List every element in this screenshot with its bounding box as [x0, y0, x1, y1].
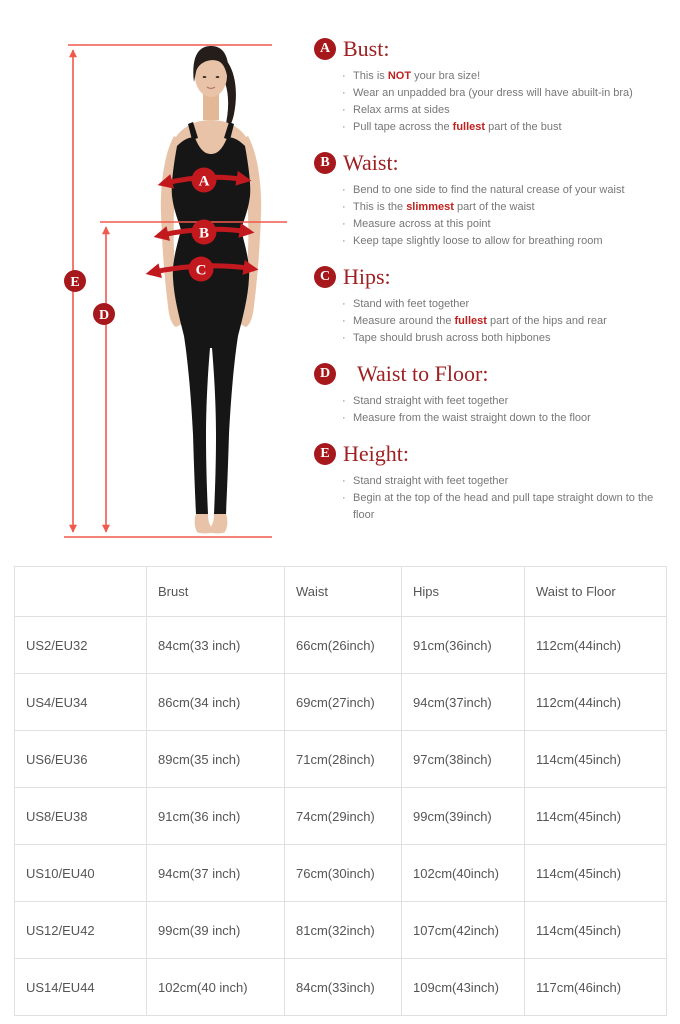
hips-cell: 97cm(38inch) — [402, 731, 525, 788]
size-label: US8/EU38 — [15, 788, 147, 845]
bullet-dot: · — [342, 121, 346, 133]
waist-to-floor-cell: 112cm(44inch) — [525, 617, 667, 674]
section-hips-heading — [314, 264, 676, 290]
letter-badge-icon: C — [314, 266, 336, 288]
size-chart-table — [14, 566, 667, 1016]
section-height — [314, 441, 676, 524]
waist-to-floor-column-header: Waist to Floor — [525, 567, 667, 617]
section-title: Hips: — [343, 264, 391, 289]
size-label: US6/EU36 — [15, 731, 147, 788]
hips-badge-letter: C — [195, 262, 207, 279]
size-column-header — [15, 567, 147, 617]
bust-cell: 94cm(37 inch) — [147, 845, 285, 902]
waist-to-floor-cell: 112cm(44inch) — [525, 674, 667, 731]
table-row — [15, 788, 667, 845]
bust-column-header: Brust — [147, 567, 285, 617]
letter-badge-icon: B — [314, 152, 336, 174]
size-label: US4/EU34 — [15, 674, 147, 731]
waist-cell: 76cm(30inch) — [285, 845, 402, 902]
bullet-dot: · — [342, 70, 346, 82]
section-waist-to-floor-bullets — [342, 393, 676, 427]
instruction-bullet: · Begin at the top of the head and pull tape straight down to the floor — [342, 492, 654, 521]
table-row — [15, 845, 667, 902]
table-row — [15, 902, 667, 959]
bullet-dot: · — [342, 475, 346, 487]
section-bust-heading — [314, 36, 676, 62]
instruction-bullet: · Bend to one side to find the natural crease of your waist — [342, 182, 676, 199]
section-title: Height: — [343, 441, 409, 466]
hips-cell: 99cm(39inch) — [402, 788, 525, 845]
size-label: US2/EU32 — [15, 617, 147, 674]
waist-to-floor-badge-letter: D — [98, 308, 110, 323]
section-bust — [314, 36, 676, 136]
hips-cell: 107cm(42inch) — [402, 902, 525, 959]
waist-column-header: Waist — [285, 567, 402, 617]
waist-cell: 84cm(33inch) — [285, 959, 402, 1016]
size-label: US14/EU44 — [15, 959, 147, 1016]
instruction-bullet: · Stand with feet together — [342, 296, 676, 313]
measurement-instructions — [314, 36, 676, 538]
waist-to-floor-cell: 117cm(46inch) — [525, 959, 667, 1016]
waist-cell: 71cm(28inch) — [285, 731, 402, 788]
instruction-bullet: · Tape should brush across both hipbones — [342, 330, 676, 347]
instruction-bullet: · This is NOT your bra size! — [342, 68, 676, 85]
instruction-bullet: · Keep tape slightly loose to allow for breathing room — [342, 233, 676, 250]
waist-to-floor-cell: 114cm(45inch) — [525, 902, 667, 959]
bust-cell: 102cm(40 inch) — [147, 959, 285, 1016]
section-title: Bust: — [343, 36, 390, 61]
section-waist — [314, 150, 676, 250]
bust-cell: 86cm(34 inch) — [147, 674, 285, 731]
bullet-dot: · — [342, 218, 346, 230]
instruction-bullet: · Measure around the fullest part of the hips and rear — [342, 313, 676, 330]
bullet-dot: · — [342, 492, 346, 504]
letter-badge-icon: A — [314, 38, 336, 60]
bullet-dot: · — [342, 395, 346, 407]
table-row — [15, 731, 667, 788]
letter-badge-icon: E — [314, 443, 336, 465]
section-height-bullets — [342, 473, 676, 524]
section-title: Waist to Floor: — [357, 361, 489, 386]
hips-cell: 109cm(43inch) — [402, 959, 525, 1016]
waist-to-floor-cell: 114cm(45inch) — [525, 845, 667, 902]
waist-cell: 66cm(26inch) — [285, 617, 402, 674]
waist-cell: 74cm(29inch) — [285, 788, 402, 845]
section-waist-to-floor-heading — [314, 361, 676, 387]
waist-to-floor-cell: 114cm(45inch) — [525, 731, 667, 788]
instruction-bullet: · Wear an unpadded bra (your dress will have abuilt-in bra) — [342, 85, 676, 102]
bust-cell: 84cm(33 inch) — [147, 617, 285, 674]
bullet-dot: · — [342, 235, 346, 247]
section-waist-bullets — [342, 182, 676, 250]
bust-badge-letter: A — [198, 173, 210, 190]
hips-column-header: Hips — [402, 567, 525, 617]
bullet-dot: · — [342, 412, 346, 424]
instruction-bullet: · Measure across at this point — [342, 216, 676, 233]
table-row — [15, 959, 667, 1016]
bust-cell: 89cm(35 inch) — [147, 731, 285, 788]
bust-cell: 99cm(39 inch) — [147, 902, 285, 959]
instruction-bullet: · Pull tape across the fullest part of the bust — [342, 119, 676, 136]
section-hips-bullets — [342, 296, 676, 347]
instruction-bullet: · This is the slimmest part of the waist — [342, 199, 676, 216]
bust-cell: 91cm(36 inch) — [147, 788, 285, 845]
bullet-dot: · — [342, 332, 346, 344]
height-badge-letter: E — [70, 275, 80, 290]
instruction-bullet: · Stand straight with feet together — [342, 393, 676, 410]
table-header-row — [15, 567, 667, 617]
hips-cell: 102cm(40inch) — [402, 845, 525, 902]
instruction-bullet: · Measure from the waist straight down to the floor — [342, 410, 676, 427]
section-waist-heading — [314, 150, 676, 176]
size-label: US12/EU42 — [15, 902, 147, 959]
measurement-figure — [0, 0, 330, 560]
bullet-dot: · — [342, 184, 346, 196]
waist-cell: 81cm(32inch) — [285, 902, 402, 959]
instruction-bullet: · Stand straight with feet together — [342, 473, 676, 490]
waist-badge-letter: B — [198, 225, 210, 242]
bullet-dot: · — [342, 104, 346, 116]
section-waist-to-floor — [314, 361, 676, 427]
bullet-dot: · — [342, 298, 346, 310]
section-bust-bullets — [342, 68, 676, 136]
size-label: US10/EU40 — [15, 845, 147, 902]
instruction-bullet: · Relax arms at sides — [342, 102, 676, 119]
section-title: Waist: — [343, 150, 399, 175]
waist-to-floor-cell: 114cm(45inch) — [525, 788, 667, 845]
hips-cell: 91cm(36inch) — [402, 617, 525, 674]
hips-cell: 94cm(37inch) — [402, 674, 525, 731]
letter-badge-icon: D — [314, 363, 336, 385]
model-photo — [161, 46, 261, 533]
section-hips — [314, 264, 676, 347]
waist-cell: 69cm(27inch) — [285, 674, 402, 731]
bullet-dot: · — [342, 201, 346, 213]
table-row — [15, 617, 667, 674]
table-row — [15, 674, 667, 731]
bullet-dot: · — [342, 315, 346, 327]
section-height-heading — [314, 441, 676, 467]
bullet-dot: · — [342, 87, 346, 99]
